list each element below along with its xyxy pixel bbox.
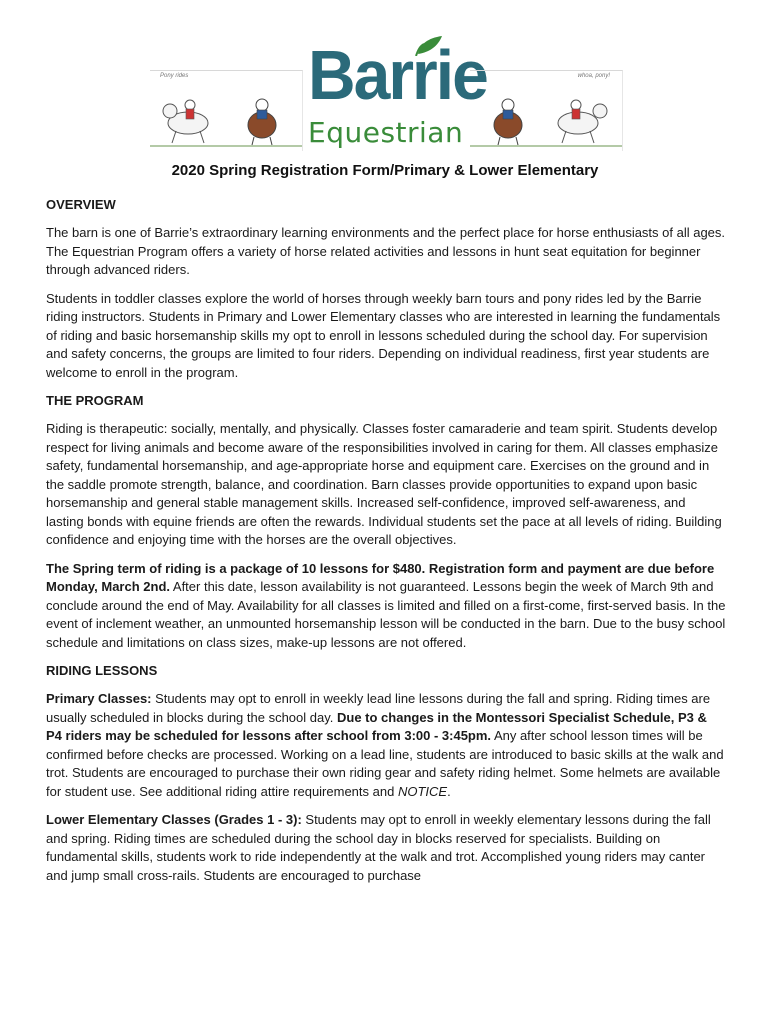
riding-lessons-heading: RIDING LESSONS [46,663,158,678]
program-paragraph-1: Riding is therapeutic: socially, mentally, and physically. Classes foster camaraderie and team spirit. Students develop respect for living animals and become aware of the responsibilities involved in caring for them. All classes emphasize safety, fundamental horsemanship, and age-appropriate horse and equipment care. Exercises on the ground and in the saddle promote strength, balance, and coordination. Barn classes provide opportunities to expand upon basic horsemanship and general stable management skills. Increased self-confidence, improved self-awareness, and lasting bonds with equine friends are often the rewards. Individual students set the pace at all levels of riding. Building confidence and enjoying time with the horses are the overall objectives. [46,421,722,547]
primary-text-2: Any after school lesson times will be confirmed before checks are processed. Working on a lead line, students are introduced to basic skills at the walk and trot. Students are encouraged to purchase their own riding gear and safety riding helmet. Some helmets are available for student use. See additional riding attire requirements and [46,728,724,799]
lower-elementary-label: Lower Elementary Classes (Grades 1 - 3): [46,812,302,827]
document-body [46,196,726,895]
overview-paragraph-1: The barn is one of Barrie’s extraordinary learning environments and the perfect place for horse enthusiasts of all ages. The Equestrian Program offers a variety of horse related activities and lessons in hunt seat equitation for beginner through advanced riders. [46,225,726,277]
left-caption: Pony rides [160,73,189,79]
primary-classes-paragraph [46,690,726,801]
lower-elementary-paragraph [46,811,726,885]
primary-classes-label: Primary Classes: [46,691,152,706]
overview-heading: OVERVIEW [46,197,116,212]
logo-subtitle: Equestrian [308,116,464,149]
right-caption: whoa, pony! [577,73,610,79]
pony-rides-illustration [150,70,303,151]
program-heading: THE PROGRAM [46,393,144,408]
logo-wordmark: Barrie [308,36,487,114]
page-title: 2020 Spring Registration Form/Primary & Lower Elementary [171,162,599,179]
primary-text-1: Students may opt to enroll in weekly lead line lessons during the fall and spring. Riding times are usually scheduled in blocks during the school day. [46,691,711,725]
pony-cartoon-icon [150,81,302,151]
primary-schedule-note: Due to changes in the Montessori Specialist Schedule, P3 & P4 riders may be scheduled for lessons after school from 3:00 - 3:45pm. [46,709,707,743]
whoa-pony-illustration [470,70,623,151]
pricing-deadline: The Spring term of riding is a package of 10 lessons for $480. Registration form and payment are due before Monday, March 2nd. [46,560,715,594]
notice-reference: NOTICE [397,783,448,799]
overview-paragraph-2: Students in toddler classes explore the world of horses through weekly barn tours and pony rides led by the Barrie riding instructors. Students in Primary and Lower Elementary classes who are interested in learning the fundamentals of riding and basic horsemanship skills my opt to enroll in lessons scheduled during the school day. For supervision and safety concerns, the groups are limited to four riders. Depending on individual readiness, first year students are welcome to enroll in the program. [46,290,721,380]
pony-cartoon-icon [470,81,622,151]
lower-elementary-text: Students may opt to enroll in weekly elementary lessons during the fall and spring. Riding times are scheduled during the school day in blocks reserved for specialists. Building on fundamental skills, students work to ride independently at the walk and trot. Accomplished young riders may canter and jump small cross-rails. Students are encouraged to purchase [46,812,711,883]
primary-end: . [447,783,451,799]
barrie-equestrian-logo [308,34,487,154]
program-paragraph-2-text: After this date, lesson availability is not guaranteed. Lessons begin the week of March 9th and conclude around the end of May. Availability for all classes is limited and filled on a first-come, first-served basis. In the event of inclement weather, an unmounted horsemanship lesson will be conducted in the barn. Due to the busy school schedule and limitations on class sizes, make-up lessons are not offered. [46,579,726,650]
program-paragraph-2 [46,560,726,653]
